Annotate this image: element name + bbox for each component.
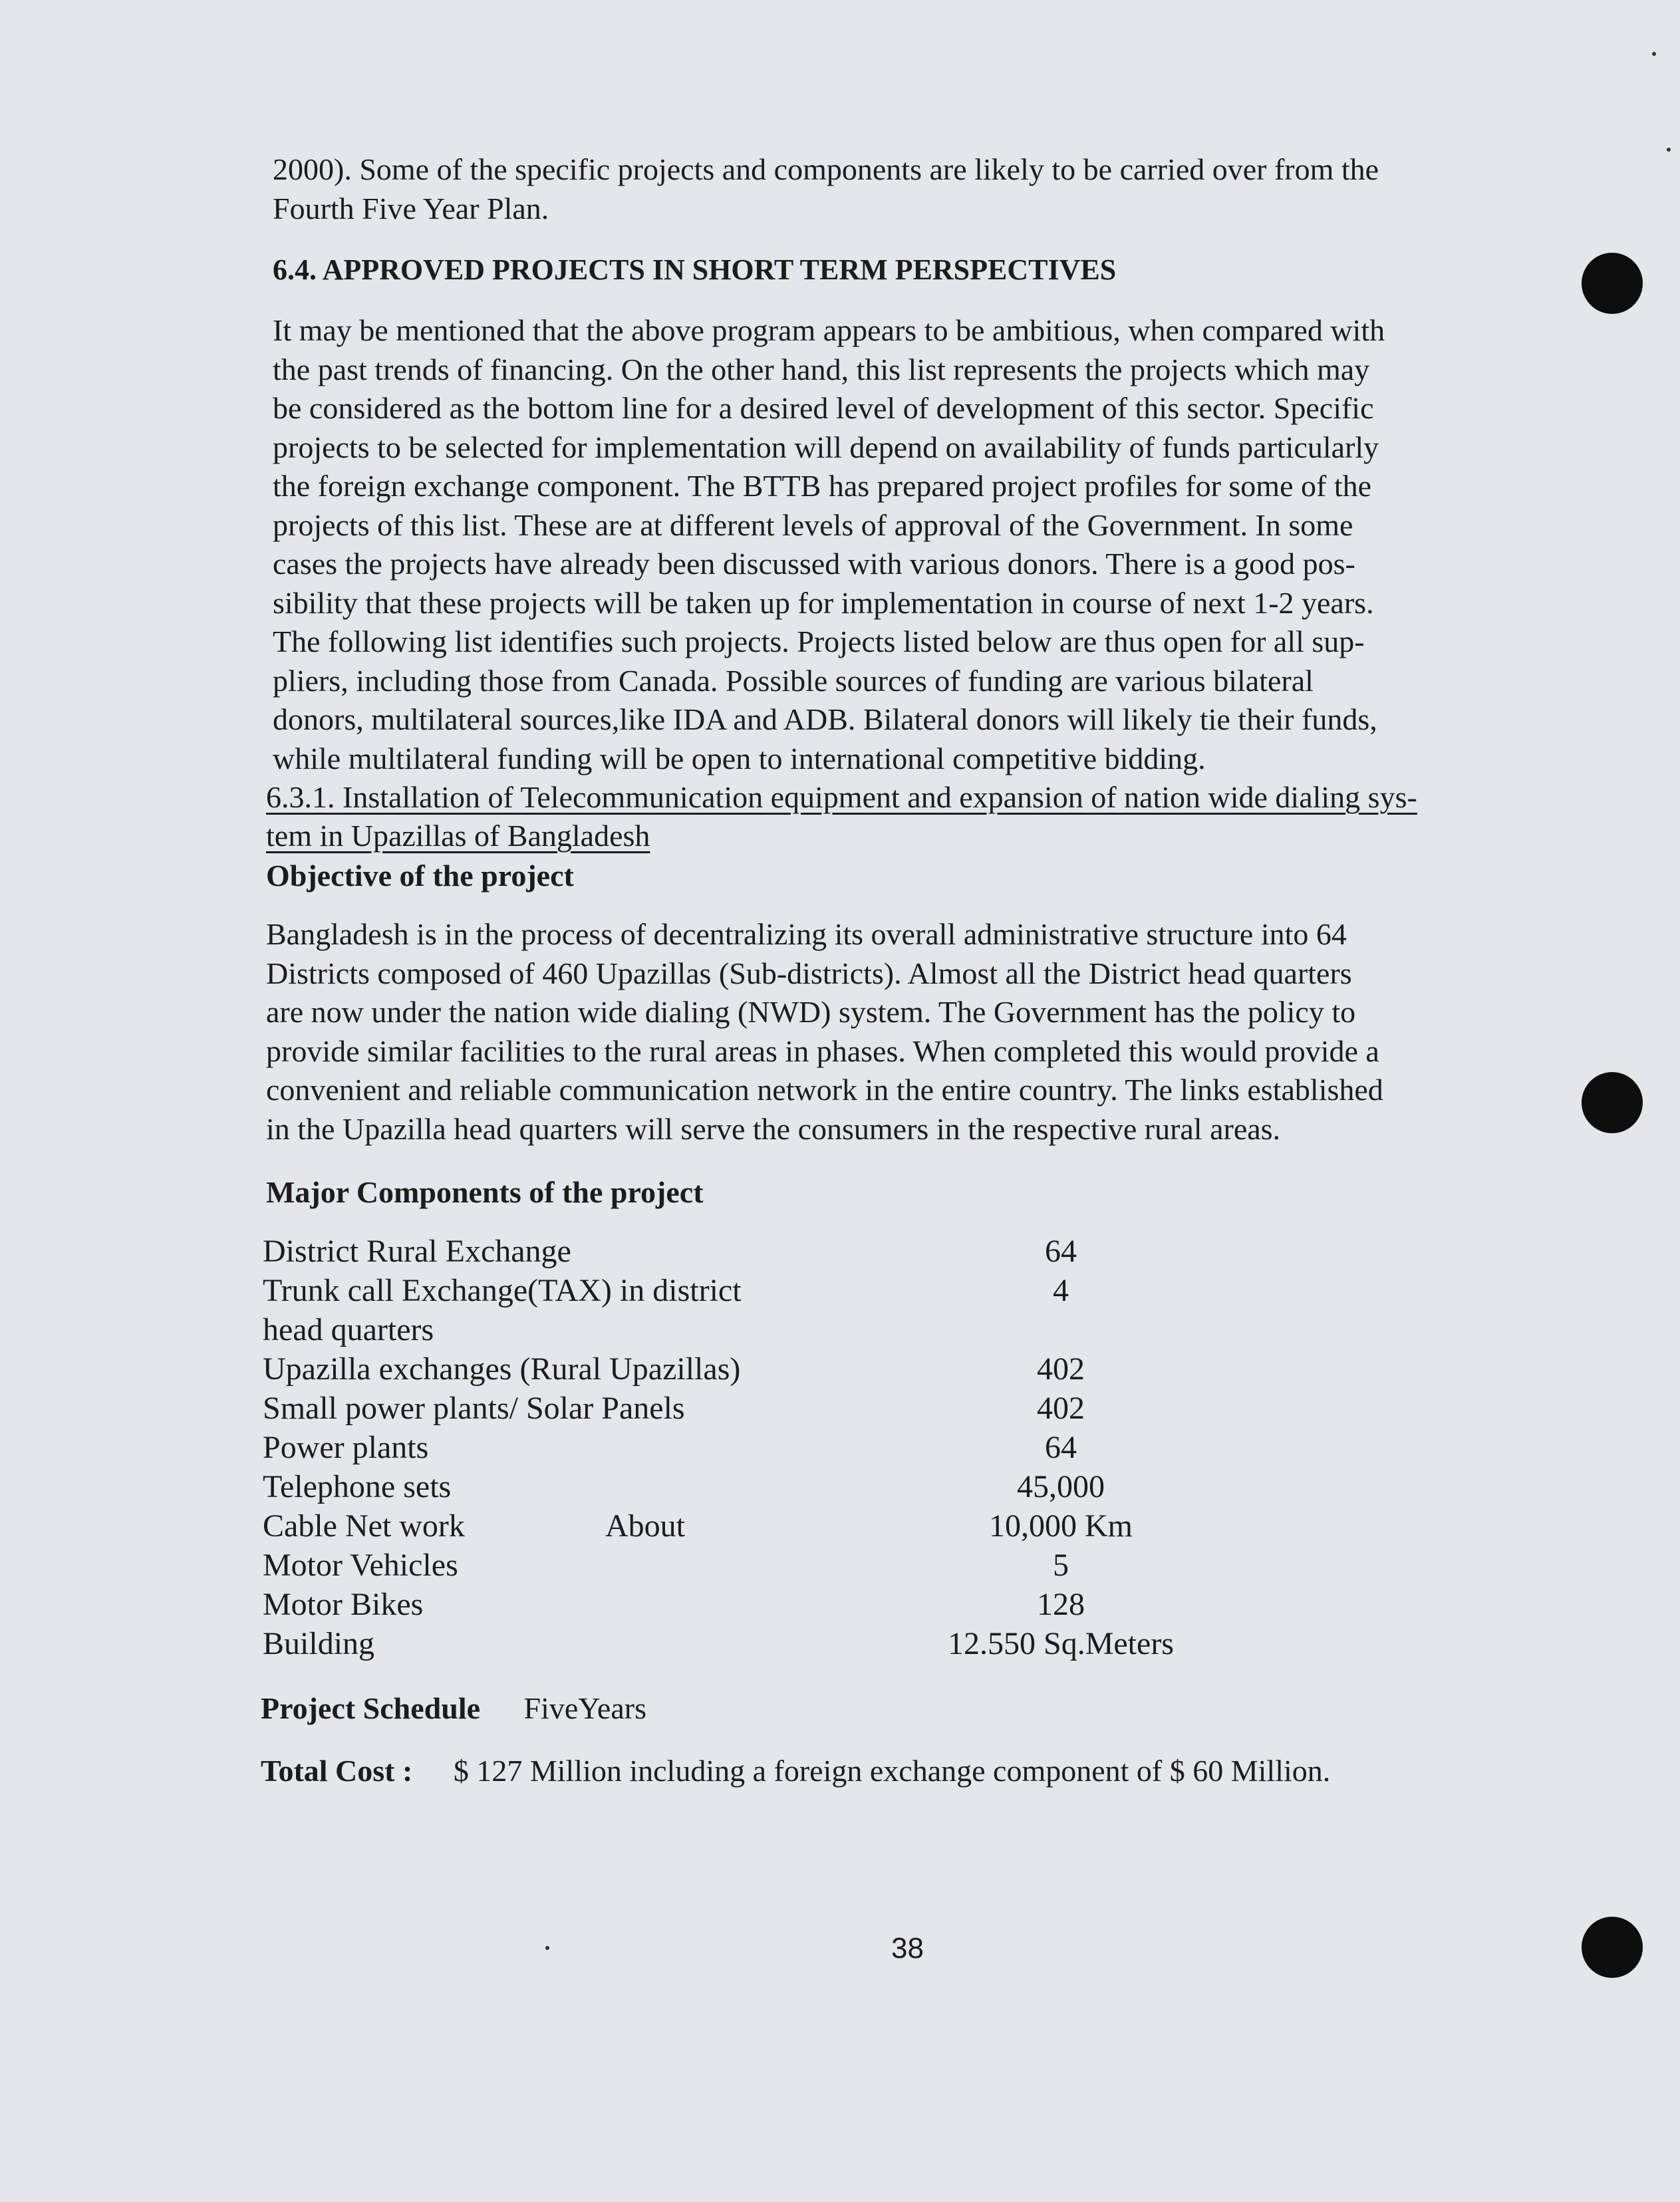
paragraph-line: pliers, including those from Canada. Possible sources of funding are various bilateral xyxy=(273,663,1314,698)
component-qty: 128 xyxy=(1037,1587,1085,1622)
schedule-label: Project Schedule xyxy=(261,1691,481,1725)
cost-label: Total Cost : xyxy=(261,1754,413,1788)
page-number: 38 xyxy=(891,1932,924,1965)
component-row xyxy=(263,1349,1127,1389)
component-row xyxy=(263,1310,1127,1349)
component-name: Power plants xyxy=(263,1430,429,1465)
component-name: Small power plants/ Solar Panels xyxy=(263,1391,685,1426)
component-row xyxy=(263,1428,1127,1467)
speck xyxy=(1652,52,1656,56)
component-qty: 45,000 xyxy=(1017,1469,1105,1504)
speck xyxy=(545,1946,549,1950)
paragraph-line: Bangladesh is in the process of decentralizing its overall administrative structure into 64 xyxy=(266,917,1347,951)
component-qty: 64 xyxy=(1045,1234,1077,1269)
component-name: Motor Vehicles xyxy=(263,1548,458,1583)
section-heading: 6.4. APPROVED PROJECTS IN SHORT TERM PERSPECTIVES xyxy=(273,253,1117,286)
component-name: Telephone sets xyxy=(263,1469,452,1504)
component-name: Trunk call Exchange(TAX) in district xyxy=(263,1273,742,1308)
paragraph-line: the past trends of financing. On the other hand, this list represents the projects which may xyxy=(273,352,1370,386)
paragraph-line: donors, multilateral sources,like IDA and ADB. Bilateral donors will likely tie their funds, xyxy=(273,702,1377,736)
component-row xyxy=(263,1546,1127,1585)
component-qty: 402 xyxy=(1037,1391,1085,1426)
objective-paragraph xyxy=(266,915,1383,1149)
component-row xyxy=(263,1585,1127,1624)
component-name: District Rural Exchange xyxy=(263,1234,571,1269)
component-qty: 5 xyxy=(1053,1548,1069,1583)
punch-hole xyxy=(1582,253,1643,314)
section-paragraph xyxy=(273,311,1385,778)
component-name: head quarters xyxy=(263,1312,434,1347)
paragraph-line: cases the projects have already been discussed with various donors. There is a good pos- xyxy=(273,547,1355,581)
component-qty: 4 xyxy=(1053,1273,1069,1308)
project-title-line: tem in Upazillas of Bangladesh xyxy=(266,819,650,853)
component-name: Motor Bikes xyxy=(263,1587,424,1622)
components-heading: Major Components of the project xyxy=(266,1175,704,1209)
component-row xyxy=(263,1506,1133,1546)
paragraph-line: are now under the nation wide dialing (NWD) system. The Government has the policy to xyxy=(266,995,1356,1029)
punch-hole xyxy=(1582,1072,1643,1133)
component-qty: 402 xyxy=(1037,1351,1085,1387)
paragraph-line: provide similar facilities to the rural areas in phases. When completed this would provide a xyxy=(266,1033,1379,1068)
punch-hole xyxy=(1582,1917,1643,1978)
cost-value: $ 127 Million including a foreign exchange component of $ 60 Million. xyxy=(453,1754,1331,1788)
component-name: Building xyxy=(263,1626,375,1661)
component-qty: 64 xyxy=(1045,1430,1077,1465)
paragraph-line: in the Upazilla head quarters will serve the consumers in the respective rural areas. xyxy=(266,1111,1281,1146)
paragraph-line: projects of this list. These are at different levels of approval of the Government. In some xyxy=(273,507,1353,542)
project-schedule xyxy=(261,1691,646,1726)
component-qty: 12.550 Sq.Meters xyxy=(948,1626,1174,1661)
paragraph-line: Districts composed of 460 Upazillas (Sub-districts). Almost all the District head quarters xyxy=(266,956,1352,990)
component-note: About xyxy=(605,1508,685,1544)
component-row xyxy=(263,1389,1127,1428)
paragraph-line: It may be mentioned that the above program appears to be ambitious, when compared with xyxy=(273,313,1385,347)
intro-line: 2000). Some of the specific projects and components are likely to be carried over from the xyxy=(273,152,1379,186)
paragraph-line: sibility that these projects will be taken up for implementation in course of next 1-2 years. xyxy=(273,585,1374,620)
project-title-line: 6.3.1. Installation of Telecommunication equipment and expansion of nation wide dialing sys- xyxy=(266,780,1417,814)
component-row xyxy=(263,1271,1127,1310)
component-qty: 10,000 Km xyxy=(989,1508,1133,1544)
speck xyxy=(1667,148,1671,152)
paragraph-line: projects to be selected for implementation will depend on availability of funds particularly xyxy=(273,430,1379,464)
schedule-value: FiveYears xyxy=(523,1691,646,1725)
component-row xyxy=(263,1232,1127,1271)
paragraph-line: convenient and reliable communication network in the entire country. The links established xyxy=(266,1073,1383,1107)
component-name: Cable Net work xyxy=(263,1508,465,1544)
objective-heading: Objective of the project xyxy=(266,859,574,893)
component-row xyxy=(263,1467,1127,1506)
paragraph-line: while multilateral funding will be open to international competitive bidding. xyxy=(273,741,1206,775)
paragraph-line: be considered as the bottom line for a desired level of development of this sector. Specific xyxy=(273,391,1374,425)
component-row xyxy=(263,1624,1174,1663)
total-cost xyxy=(261,1753,1330,1788)
component-name: Upazilla exchanges (Rural Upazillas) xyxy=(263,1351,741,1387)
intro-line: Fourth Five Year Plan. xyxy=(273,191,549,225)
project-title xyxy=(266,778,1417,855)
paragraph-line: The following list identifies such projects. Projects listed below are thus open for all sup- xyxy=(273,624,1365,658)
intro-paragraph xyxy=(273,150,1379,228)
paragraph-line: the foreign exchange component. The BTTB has prepared project profiles for some of the xyxy=(273,469,1372,503)
